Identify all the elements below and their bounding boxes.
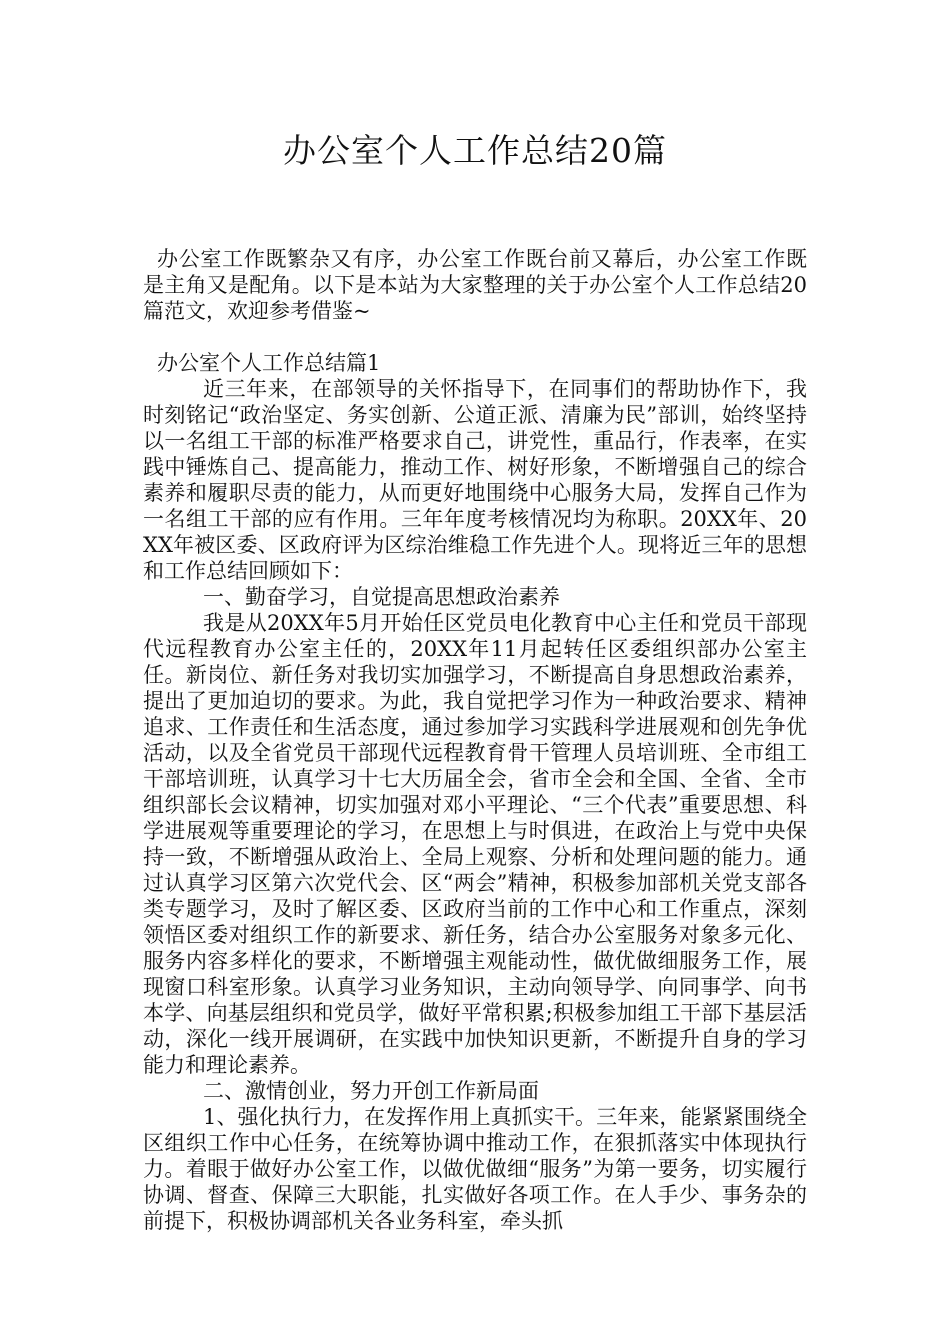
body-paragraph: 1、强化执行力，在发挥作用上真抓实干。三年来，能紧紧围绕全区组织工作中心任务，在统筹协调中推动工作，在狠抓落实中体现执行力。着眼于做好办公室工作，以做优做细“服务”为第一要务，切实履行协调、督查、保障三大职能，扎实做好各项工作。在人手少、事务杂的前提下，积极协调部机关各业务科室，牵头抓 bbox=[143, 1105, 807, 1233]
subsection-heading: 一、勤奋学习，自觉提高思想政治素养 bbox=[203, 585, 560, 609]
body-paragraph: 我是从20XX年5月开始任区党员电化教育中心主任和党员干部现代远程教育办公室主任的，20XX年11月起转任区委组织部办公室主任。新岗位、新任务对我切实加强学习，不断提高自身思想政治素养，提出了更加迫切的要求。为此，我自觉把学习作为一种政治要求、精神追求、工作责任和生活态度，通过参加学习实践科学进展观和创先争优活动，以及全省党员干部现代远程教育骨干管理人员培训班、全市组工干部培训班，认真学习十七大历届全会，省市全会和全国、全省、全市组织部长会议精神，切实加强对邓小平理论、“三个代表”重要思想、科学进展观等重要理论的学习，在思想上与时俱进，在政治上与党中央保持一致，不断增强从政治上、全局上观察、分析和处理问题的能力。通过认真学习区第六次党代会、区“两会”精神，积极参加部机关党支部各类专题学习，及时了解区委、区政府当前的工作中心和工作重点，深刻领悟区委对组织工作的新要求、新任务，结合办公室服务对象多元化、服务内容多样化的要求，不断增强主观能动性，做优做细服务工作，展现窗口科室形象。认真学习业务知识，主动向领导学、向同事学、向书本学、向基层组织和党员学，做好平常积累;积极参加组工干部下基层活动，深化一线开展调研，在实践中加快知识更新，不断提升自身的学习能力和理论素养。 bbox=[143, 611, 807, 1077]
subsection-heading: 二、激情创业，努力开创工作新局面 bbox=[203, 1079, 539, 1103]
document-body bbox=[143, 246, 807, 1234]
intro-paragraph: 办公室工作既繁杂又有序，办公室工作既台前又幕后，办公室工作既是主角又是配角。以下是本站为大家整理的关于办公室个人工作总结20篇范文，欢迎参考借鉴~ bbox=[143, 247, 807, 323]
document-title: 办公室个人工作总结20篇 bbox=[283, 131, 667, 170]
body-paragraph: 近三年来，在部领导的关怀指导下，在同事们的帮助协作下，我时刻铭记“政治坚定、务实创新、公道正派、清廉为民”部训，始终坚持以一名组工干部的标准严格要求自己，讲党性，重品行，作表率，在实践中锤炼自己、提高能力，推动工作、树好形象，不断增强自己的综合素养和履职尽责的能力，从而更好地围绕中心服务大局，发挥自己作为一名组工干部的应有作用。三年年度考核情况均为称职。20XX年、20XX年被区委、区政府评为区综治维稳工作先进个人。现将近三年的思想和工作总结回顾如下： bbox=[143, 377, 807, 583]
section-heading: 办公室个人工作总结篇1 bbox=[157, 351, 381, 375]
